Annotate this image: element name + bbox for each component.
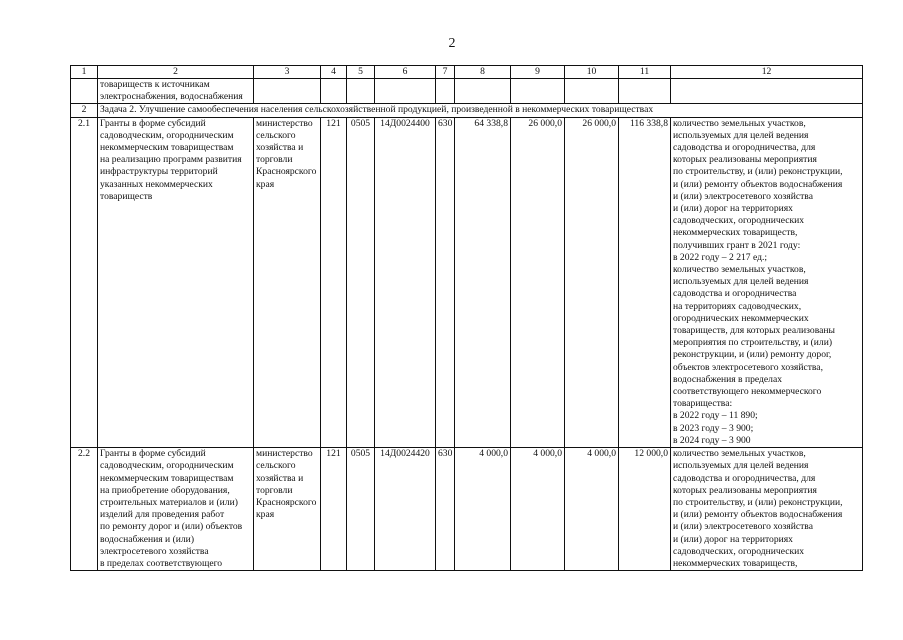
executor — [254, 448, 321, 571]
result-line: по строительству, и (или) реконструкции, — [673, 166, 843, 178]
result-line: используемых для целей ведения — [673, 276, 809, 288]
result-line: в 2024 году – 3 900 — [673, 434, 751, 446]
measure-name-line: садоводческим, огородническим — [100, 460, 234, 472]
result-line: объектов электросетевого хозяйства, — [673, 361, 823, 373]
result-line: и (или) дорог на территориях — [673, 533, 793, 545]
measure-name-line: указанных некоммерческих — [100, 178, 213, 190]
code-section: 0505 — [347, 117, 375, 447]
result-line: садоводства и огородничества, для — [673, 472, 816, 484]
result-line: садоводства и огородничества, для — [673, 142, 816, 154]
result-line: которых реализованы мероприятия — [673, 154, 817, 166]
measure-name-line: в пределах соответствующего — [100, 557, 223, 569]
measure-name-line: строительных материалов и (или) — [100, 496, 238, 508]
result-line: товарищества: — [673, 398, 733, 410]
header-cell: 10 — [565, 66, 619, 79]
result-line: садоводческих, огороднических — [673, 545, 805, 557]
executor-line: министерство — [256, 117, 313, 129]
result-line: мероприятия по строительству, и (или) — [673, 337, 833, 349]
code-section: 0505 — [347, 448, 375, 571]
result-line: количество земельных участков, — [673, 448, 806, 460]
header-cell: 3 — [254, 66, 321, 79]
executor-line: торговли — [256, 154, 293, 166]
result-line: в 2022 году – 11 890; — [673, 410, 758, 422]
expected-result — [671, 117, 863, 447]
result-line: количество земельных участков, — [673, 264, 806, 276]
measure-name-line: Гранты в форме субсидий — [100, 448, 206, 460]
executor-line: министерство — [256, 448, 313, 460]
code-grbs: 121 — [321, 117, 347, 447]
measure-name-line: инфраструктуры территорий — [100, 166, 218, 178]
expected-result — [671, 448, 863, 571]
result-line: садоводства и огородничества — [673, 288, 797, 300]
table-row — [71, 117, 863, 447]
amount-total: 12 000,0 — [619, 448, 671, 571]
header-row — [71, 66, 863, 79]
row-number: 2.2 — [71, 448, 98, 571]
header-cell: 12 — [671, 66, 863, 79]
amount-year1: 4 000,0 — [455, 448, 511, 571]
result-line: товариществ, для которых реализованы — [673, 325, 835, 337]
header-cell: 6 — [375, 66, 436, 79]
amount-year1: 64 338,8 — [455, 117, 511, 447]
continuation-row — [71, 79, 863, 104]
result-line: и (или) электросетевого хозяйства — [673, 190, 813, 202]
amount-total: 116 338,8 — [619, 117, 671, 447]
result-line: садоводческих, огороднических — [673, 215, 805, 227]
code-target: 14Д0024400 — [375, 117, 436, 447]
result-line: по строительству, и (или) реконструкции, — [673, 496, 843, 508]
header-cell: 9 — [511, 66, 565, 79]
result-line: и (или) ремонту объектов водоснабжения — [673, 509, 843, 521]
measure-name-line: на реализацию программ развития — [100, 154, 242, 166]
amount-year2: 4 000,0 — [511, 448, 565, 571]
continuation-line: электроснабжения, водоснабжения — [100, 91, 243, 103]
code-expense: 630 — [436, 117, 455, 447]
result-line: в 2023 году – 3 900; — [673, 422, 754, 434]
measure-name-line: садоводческим, огородническим — [100, 129, 234, 141]
code-grbs: 121 — [321, 448, 347, 571]
result-line: и (или) дорог на территориях — [673, 203, 793, 215]
page-number: 2 — [448, 36, 456, 51]
executor-line: сельского — [256, 129, 296, 141]
result-line: используемых для целей ведения — [673, 460, 809, 472]
executor-line: края — [256, 509, 275, 521]
continuation-text — [98, 79, 254, 104]
table-row — [71, 448, 863, 571]
result-line: и (или) электросетевого хозяйства — [673, 521, 813, 533]
measure-name-line: на приобретение оборудования, — [100, 484, 230, 496]
executor-line: края — [256, 178, 275, 190]
result-line: и (или) ремонту объектов водоснабжения — [673, 178, 843, 190]
header-cell: 4 — [321, 66, 347, 79]
result-line: на территориях садоводческих, — [673, 300, 802, 312]
header-cell: 11 — [619, 66, 671, 79]
task-row — [71, 104, 863, 117]
header-cell: 2 — [98, 66, 254, 79]
result-line: количество земельных участков, — [673, 117, 806, 129]
result-line: реконструкции, и (или) ремонту дорог, — [673, 349, 832, 361]
row-number: 2.1 — [71, 117, 98, 447]
measure-name-line: Гранты в форме субсидий — [100, 117, 206, 129]
result-line: которых реализованы мероприятия — [673, 484, 817, 496]
code-target: 14Д0024420 — [375, 448, 436, 571]
header-cell: 7 — [436, 66, 455, 79]
continuation-line: товариществ к источникам — [100, 79, 210, 90]
measure-name-line: водоснабжения и (или) — [100, 533, 195, 545]
result-line: получивших грант в 2021 году: — [673, 239, 801, 251]
executor-line: Красноярского — [256, 496, 317, 508]
result-line: водоснабжения в пределах — [673, 373, 783, 385]
result-line: используемых для целей ведения — [673, 129, 809, 141]
result-line: некоммерческих товариществ, — [673, 557, 798, 569]
header-cell: 8 — [455, 66, 511, 79]
executor-line: сельского — [256, 460, 296, 472]
amount-year2: 26 000,0 — [511, 117, 565, 447]
header-cell: 5 — [347, 66, 375, 79]
program-table — [70, 65, 863, 571]
result-line: в 2022 году – 2 217 ед.; — [673, 251, 768, 263]
executor-line: торговли — [256, 484, 293, 496]
header-cell: 1 — [71, 66, 98, 79]
measure-name-line: по ремонту дорог и (или) объектов — [100, 521, 243, 533]
measure-name-line: электросетевого хозяйства — [100, 545, 209, 557]
measure-name-line: товариществ — [100, 190, 153, 202]
executor-line: хозяйства и — [256, 142, 304, 154]
result-line: соответствующего некоммерческого — [673, 386, 822, 398]
task-title: Задача 2. Улучшение самообеспечения населения сельскохозяйственной продукцией, произведенной в некоммерческих товариществах — [98, 104, 863, 117]
measure-name — [98, 117, 254, 447]
executor — [254, 117, 321, 447]
executor-line: Красноярского — [256, 166, 317, 178]
amount-year3: 26 000,0 — [565, 117, 619, 447]
executor-line: хозяйства и — [256, 472, 304, 484]
measure-name — [98, 448, 254, 571]
code-expense: 630 — [436, 448, 455, 571]
measure-name-line: изделий для проведения работ — [100, 509, 225, 521]
amount-year3: 4 000,0 — [565, 448, 619, 571]
result-line: огороднических некоммерческих — [673, 312, 809, 324]
task-number: 2 — [71, 104, 98, 117]
measure-name-line: некоммерческим товариществам — [100, 472, 234, 484]
result-line: некоммерческих товариществ, — [673, 227, 798, 239]
measure-name-line: некоммерческим товариществам — [100, 142, 234, 154]
